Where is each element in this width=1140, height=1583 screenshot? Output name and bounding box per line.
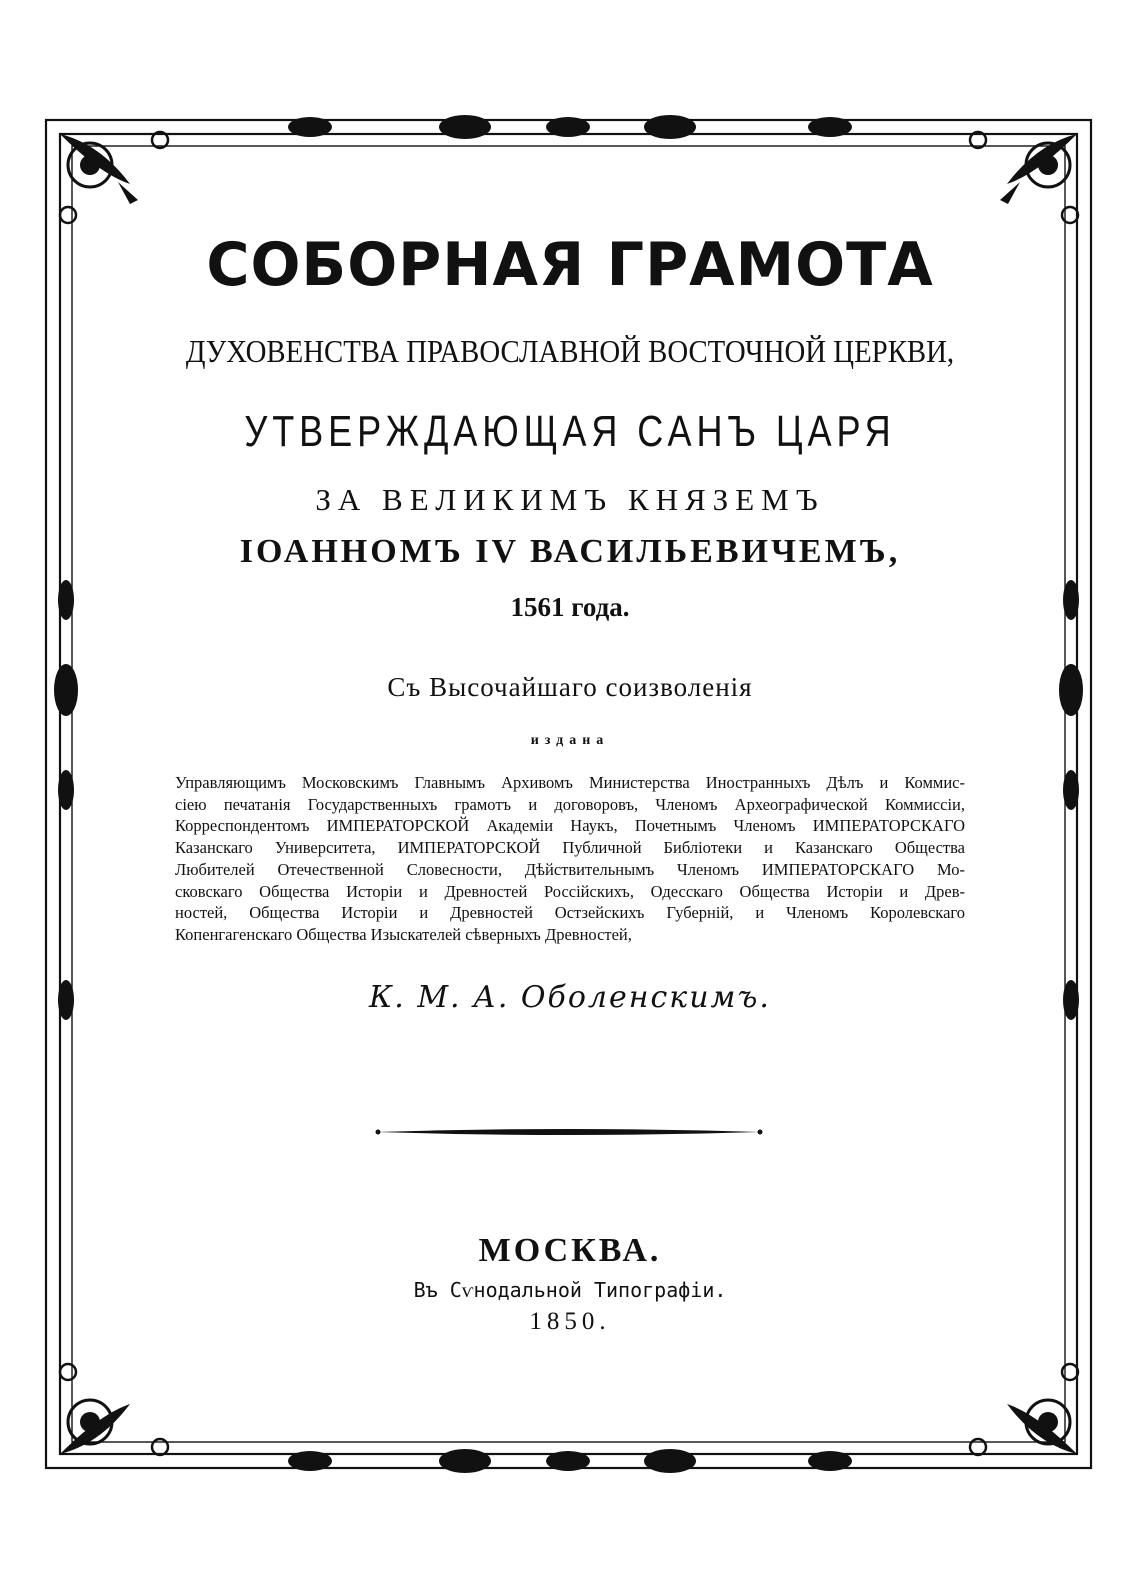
description-line: Любителей Отечественной Словесности, Дѣйствительнымъ Членомъ ИМПЕРАТОРСКАГО Мо- <box>175 859 965 879</box>
imprint-city: МОСКВА. <box>478 1232 662 1269</box>
subtitle-clergy: ДУХОВЕНСТВА ПРАВОСЛАВНОЙ ВОСТОЧНОЙ ЦЕРКВИ, <box>185 333 955 369</box>
main-title: СОБОРНАЯ ГРАМОТА <box>206 230 934 300</box>
imprint-year: 1850. <box>529 1308 611 1335</box>
bottom-ornament-row <box>288 1449 852 1473</box>
editor-description <box>175 772 965 946</box>
subtitle-ioann: ІОАННОМЪ IV ВАСИЛЬЕВИЧЕМЪ, <box>239 533 901 570</box>
document-year: 1561 года. <box>510 592 630 622</box>
description-line: Казанскаго Университета, ИМПЕРАТОРСКОЙ Публичной Библіотеки и Казанскаго Общества <box>175 838 965 858</box>
description-line: Корреспондентомъ ИМПЕРАТОРСКОЙ Академіи Наукъ, Почетнымъ Членомъ ИМПЕРАТОРСКАГО <box>175 816 965 836</box>
published-label: издана <box>530 733 610 748</box>
subtitle-tsar-title: УТВЕРЖДАЮЩАЯ САНЪ ЦАРЯ <box>244 407 896 456</box>
top-ornament-row <box>288 115 852 139</box>
decorative-divider <box>376 1129 763 1135</box>
right-ornament-column <box>1059 580 1083 1020</box>
description-line: Копенгагенскаго Общества Изыскателей сѣверныхъ Древностей, <box>175 924 632 944</box>
left-ornament-column <box>54 580 78 1020</box>
subtitle-grand-prince: ЗА ВЕЛИКИМЪ КНЯЗЕМЪ <box>315 482 825 517</box>
imperial-permission: Съ Высочайшаго соизволенія <box>387 672 753 702</box>
description-line: сковскаго Общества Исторіи и Древностей Россійскихъ, Одесскаго Общества Исторіи и Древ- <box>175 881 965 901</box>
description-line: ностей, Общества Исторіи и Древностей Остзейскихъ Губерній, и Членомъ Королевскаго <box>175 903 965 923</box>
description-line: сіею печатанія Государственныхъ грамотъ и договоровъ, Членомъ Археографической Коммиссіи, <box>175 794 965 814</box>
editor-signature: К. М. А. Оболенскимъ. <box>369 980 771 1015</box>
description-line: Управляющимъ Московскимъ Главнымъ Архивомъ Министерства Иностранныхъ Дѣлъ и Коммис- <box>175 773 965 792</box>
imprint-press: Въ Сѵнодальной Типографіи. <box>413 1278 727 1302</box>
